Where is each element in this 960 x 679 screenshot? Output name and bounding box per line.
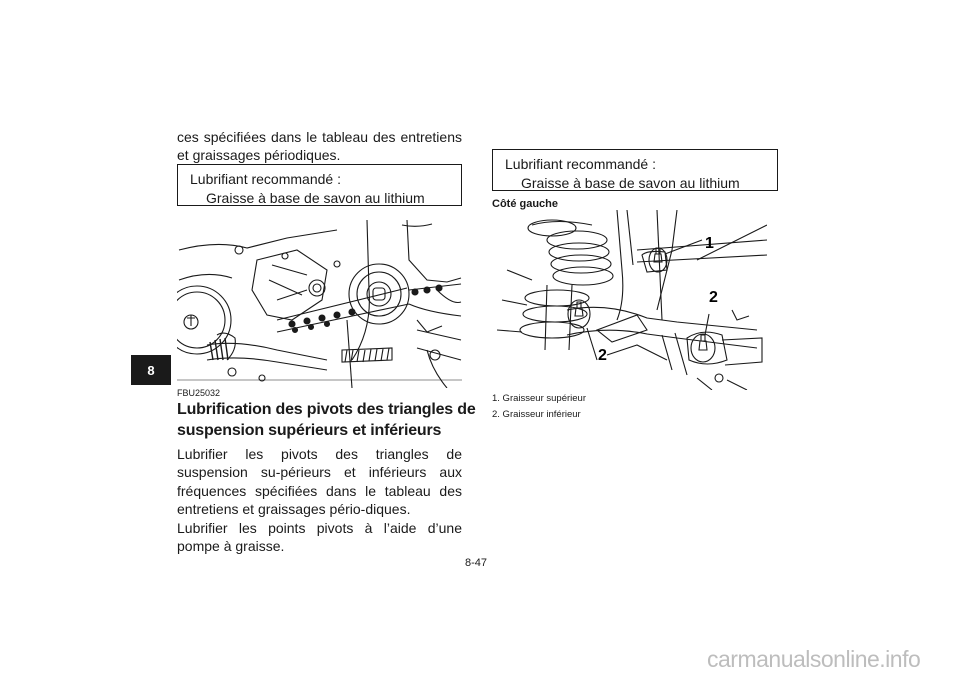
page-number: 8-47 — [465, 557, 488, 569]
section-code: FBU25032 — [177, 388, 221, 398]
section-heading: Lubrification des pivots des triangles de suspension supérieurs et inférieurs — [177, 401, 476, 439]
lubricant-label: Lubrifiant recommandé : — [505, 156, 656, 172]
paragraph-1: Lubrifier les pivots des triangles de suspension su-périeurs et inférieurs aux fréquences spécifiées dans le tableau des entretiens et graissages pério-diques. — [177, 446, 462, 518]
suspension-illustration — [497, 210, 767, 390]
figure-caption: Côté gauche — [492, 198, 559, 210]
paragraph-2: Lubrifier les points pivots à l’aide d’une pompe à graisse. — [177, 519, 462, 555]
lubricant-box-left — [177, 164, 462, 206]
engine-sprocket-illustration — [177, 220, 462, 388]
intro-text: ces spécifiées dans le tableau des entretiens et graissages périodiques. — [177, 129, 462, 164]
legend-item: 1. Graisseur supérieur — [492, 393, 586, 404]
callout-1: 1 — [705, 235, 714, 252]
watermark[interactable]: carmanualsonline.info — [707, 646, 921, 672]
legend-item: 2. Graisseur inférieur — [492, 409, 581, 420]
chapter-tab: 8 — [131, 355, 171, 385]
figure-legend — [492, 391, 586, 423]
lubricant-box-right — [492, 149, 778, 191]
callout-2-lower: 2 — [598, 347, 607, 364]
body-paragraphs — [177, 445, 462, 555]
callout-2-upper: 2 — [709, 289, 718, 306]
lubricant-value: Graisse à base de savon au lithium — [521, 175, 740, 191]
lubricant-label: Lubrifiant recommandé : — [190, 171, 341, 187]
lubricant-value: Graisse à base de savon au lithium — [206, 190, 425, 206]
